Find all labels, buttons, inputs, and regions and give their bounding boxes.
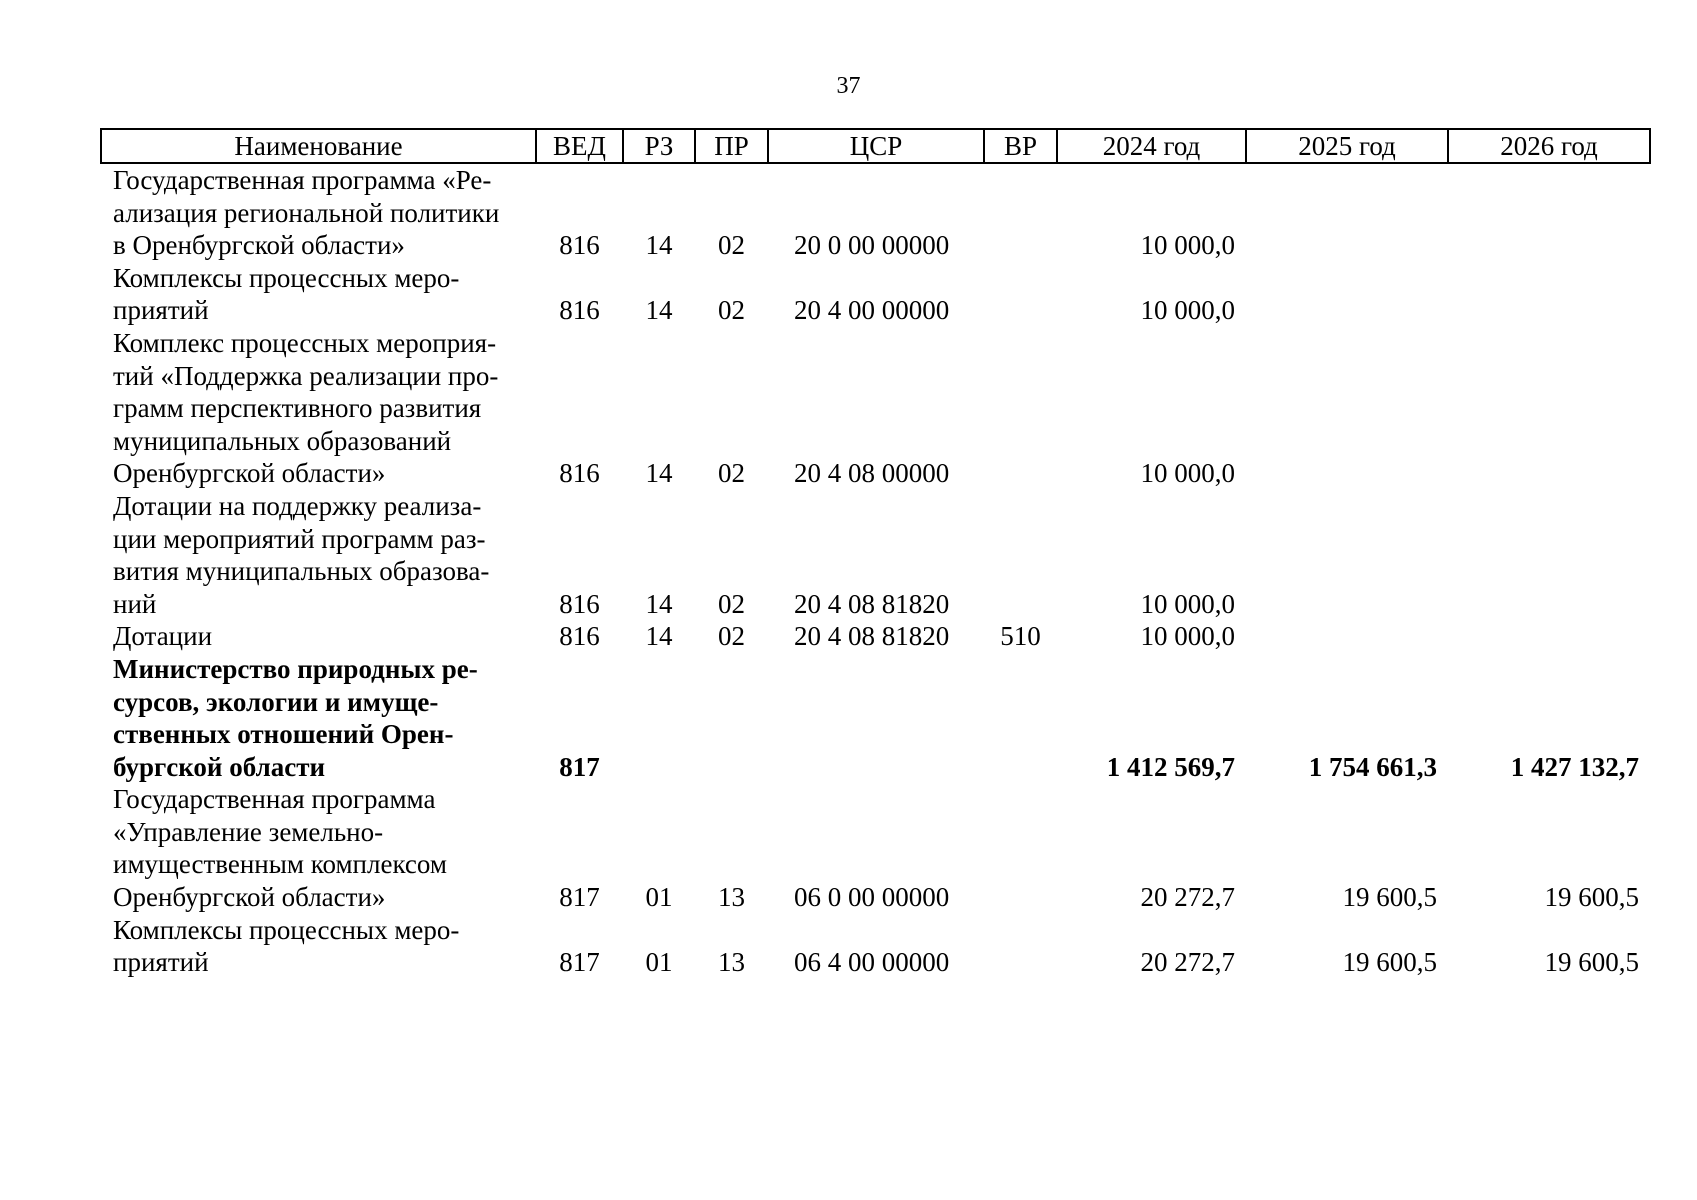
table-row xyxy=(101,327,1650,490)
row-name-line: Оренбургской области» xyxy=(113,882,386,913)
row-vr xyxy=(984,490,1057,620)
row-pr: 02 xyxy=(718,230,745,261)
row-name-line: «Управление земельно- xyxy=(113,816,384,847)
row-value-2024: 10 000,0 xyxy=(1140,295,1235,326)
row-name-line: Комплексы процессных меро- xyxy=(113,262,460,293)
row-value-2026 xyxy=(1448,262,1650,327)
row-name-line: приятий xyxy=(113,295,209,326)
row-csr: 20 4 08 81820 xyxy=(794,588,950,619)
row-value-2026: 19 600,5 xyxy=(1544,882,1639,913)
header-2024: 2024 год xyxy=(1057,129,1246,163)
row-csr: 20 4 08 00000 xyxy=(794,458,950,489)
row-value-2025 xyxy=(1246,262,1448,327)
row-value-2024: 10 000,0 xyxy=(1140,621,1235,652)
row-csr: 06 0 00 00000 xyxy=(794,882,950,913)
row-value-2024: 20 272,7 xyxy=(1140,947,1235,978)
header-2026: 2026 год xyxy=(1448,129,1650,163)
header-2025: 2025 год xyxy=(1246,129,1448,163)
row-name-line: ализация региональной политики xyxy=(113,197,500,228)
budget-table xyxy=(100,128,1651,979)
table-row xyxy=(101,163,1650,262)
row-rz xyxy=(623,653,695,783)
row-value-2024: 10 000,0 xyxy=(1140,458,1235,489)
row-value-2025: 1 754 661,3 xyxy=(1308,751,1437,782)
row-name-line: Комплексы процессных меро- xyxy=(113,914,460,945)
row-csr: 06 4 00 00000 xyxy=(794,947,950,978)
row-name-line: Дотации xyxy=(113,621,213,652)
row-ved: 817 xyxy=(559,751,600,782)
row-value-2024: 10 000,0 xyxy=(1140,230,1235,261)
row-ved: 816 xyxy=(559,458,600,489)
row-value-2024: 20 272,7 xyxy=(1140,882,1235,913)
row-value-2026 xyxy=(1448,490,1650,620)
table-row xyxy=(101,490,1650,620)
row-name xyxy=(101,262,536,327)
row-value-2026: 1 427 132,7 xyxy=(1510,751,1639,782)
row-rz: 14 xyxy=(645,295,673,326)
row-vr xyxy=(984,783,1057,913)
row-name-line: грамм перспективного развития xyxy=(113,393,482,424)
row-pr: 02 xyxy=(718,588,745,619)
row-value-2025: 19 600,5 xyxy=(1342,947,1437,978)
row-name-line: вития муниципальных образова- xyxy=(113,556,490,587)
header-ved: ВЕД xyxy=(536,129,623,163)
row-rz: 14 xyxy=(645,588,673,619)
header-rz: РЗ xyxy=(623,129,695,163)
row-vr xyxy=(984,163,1057,262)
row-value-2024: 10 000,0 xyxy=(1140,588,1235,619)
row-name-line: имущественным комплексом xyxy=(113,849,447,880)
row-name xyxy=(101,620,536,653)
row-name-line: Оренбургской области» xyxy=(113,458,386,489)
row-value-2025 xyxy=(1246,163,1448,262)
row-value-2025 xyxy=(1246,490,1448,620)
row-name-line: Комплекс процессных мероприя- xyxy=(113,327,497,358)
row-name-line: Министерство природных ре- xyxy=(113,653,478,684)
row-rz: 01 xyxy=(645,882,673,913)
row-name-line: Дотации на поддержку реализа- xyxy=(113,490,482,521)
row-name-line: Государственная программа «Ре- xyxy=(113,165,492,195)
row-pr: 02 xyxy=(718,295,745,326)
row-name-line: приятий xyxy=(113,947,209,978)
table-row xyxy=(101,262,1650,327)
table-row xyxy=(101,914,1650,979)
row-pr: 13 xyxy=(718,882,745,913)
row-vr xyxy=(984,914,1057,979)
row-pr xyxy=(695,653,768,783)
row-value-2024: 1 412 569,7 xyxy=(1106,751,1235,782)
row-name-line: тий «Поддержка реализации про- xyxy=(113,360,499,391)
row-name xyxy=(101,914,536,979)
row-name xyxy=(101,490,536,620)
row-ved: 816 xyxy=(559,588,600,619)
row-value-2026 xyxy=(1448,620,1650,653)
row-pr: 02 xyxy=(718,458,745,489)
row-pr: 13 xyxy=(718,947,745,978)
row-ved: 817 xyxy=(559,947,600,978)
table-row xyxy=(101,783,1650,913)
row-rz: 14 xyxy=(645,458,673,489)
row-name-line: Государственная программа xyxy=(113,784,436,815)
header-vr: ВР xyxy=(984,129,1057,163)
row-name-line: муниципальных образований xyxy=(113,425,452,456)
row-rz: 01 xyxy=(645,947,673,978)
row-value-2026 xyxy=(1448,163,1650,262)
row-rz: 14 xyxy=(645,621,673,652)
row-csr: 20 4 00 00000 xyxy=(794,295,950,326)
row-name-line: сурсов, экологии и имуще- xyxy=(113,686,439,717)
row-name-line: ний xyxy=(113,588,157,619)
row-value-2025: 19 600,5 xyxy=(1342,882,1437,913)
row-name-line: ции мероприятий программ раз- xyxy=(113,523,486,554)
row-ved: 816 xyxy=(559,295,600,326)
row-name xyxy=(101,327,536,490)
table-header-row xyxy=(101,129,1650,163)
page-number: 37 xyxy=(836,73,861,99)
row-ved: 817 xyxy=(559,882,600,913)
row-ved: 816 xyxy=(559,230,600,261)
header-name: Наименование xyxy=(101,129,536,163)
header-csr: ЦСР xyxy=(768,129,984,163)
row-vr xyxy=(984,653,1057,783)
row-name xyxy=(101,163,536,262)
header-pr: ПР xyxy=(695,129,768,163)
row-value-2026 xyxy=(1448,327,1650,490)
row-value-2025 xyxy=(1246,620,1448,653)
row-csr xyxy=(768,653,984,783)
row-name xyxy=(101,653,536,783)
row-name-line: в Оренбургской области» xyxy=(113,230,405,261)
row-vr: 510 xyxy=(1000,621,1041,652)
row-rz: 14 xyxy=(645,230,673,261)
row-value-2025 xyxy=(1246,327,1448,490)
table-body xyxy=(101,163,1650,979)
row-name xyxy=(101,783,536,913)
row-name-line: бургской области xyxy=(113,751,326,782)
row-value-2026: 19 600,5 xyxy=(1544,947,1639,978)
row-vr xyxy=(984,262,1057,327)
row-name-line: ственных отношений Орен- xyxy=(113,719,454,750)
table-row xyxy=(101,620,1650,653)
row-pr: 02 xyxy=(718,621,745,652)
row-csr: 20 4 08 81820 xyxy=(794,621,950,652)
row-csr: 20 0 00 00000 xyxy=(794,230,950,261)
table-row xyxy=(101,653,1650,783)
row-vr xyxy=(984,327,1057,490)
row-ved: 816 xyxy=(559,621,600,652)
